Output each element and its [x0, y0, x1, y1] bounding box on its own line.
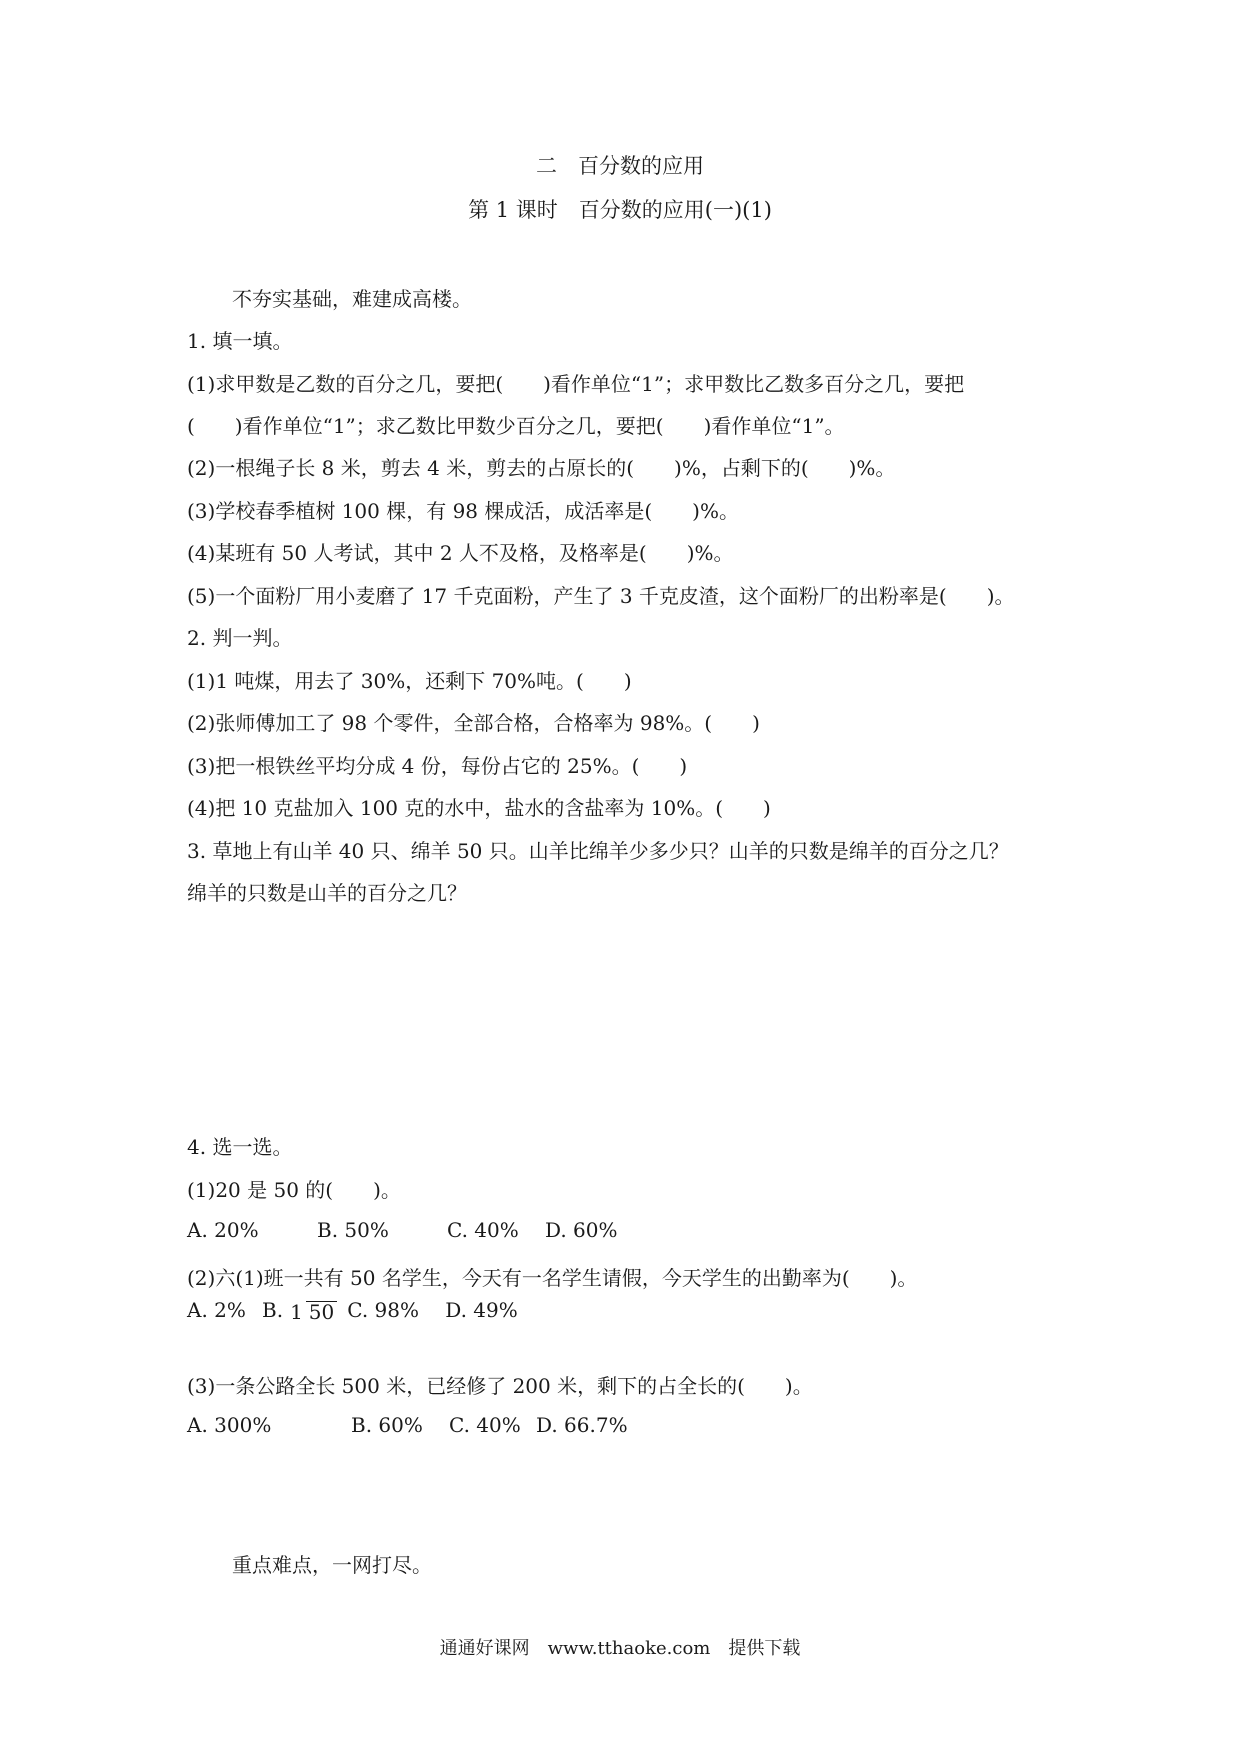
option-c: C. 40%	[447, 1218, 519, 1242]
q1-item2: (2)一根绳子长 8 米，剪去 4 米，剪去的占原长的( )%，占剩下的( )%。	[187, 456, 896, 480]
q4-item2-stem: (2)六(1)班一共有 50 名学生，今天有一名学生请假，今天学生的出勤率为( )。	[187, 1266, 918, 1290]
q4-item3-options	[187, 1413, 628, 1437]
option-a: A. 2%	[187, 1298, 246, 1322]
option-d: D. 60%	[545, 1218, 618, 1242]
q2-item4: (4)把 10 克盐加入 100 克的水中，盐水的含盐率为 10%。( )	[187, 796, 771, 820]
q1-item3: (3)学校春季植树 100 棵，有 98 棵成活，成活率是( )%。	[187, 499, 739, 523]
q1-item4: (4)某班有 50 人考试，其中 2 人不及格，及格率是( )%。	[187, 541, 734, 565]
fraction-denominator: 50	[306, 1301, 337, 1323]
option-d: D. 66.7%	[536, 1413, 628, 1437]
motto-key-points: 重点难点，一网打尽。	[232, 1553, 432, 1577]
q3-text: 3. 草地上有山羊 40 只、绵羊 50 只。山羊比绵羊少多少只？山羊的只数是绵羊的百分之几？	[187, 839, 1009, 863]
q4-item3-stem: (3)一条公路全长 500 米，已经修了 200 米，剩下的占全长的( )。	[187, 1374, 813, 1398]
option-b: B. 50%	[317, 1218, 389, 1242]
q2-item2: (2)张师傅加工了 98 个零件，全部合格，合格率为 98%。( )	[187, 711, 760, 735]
footer-credit: 通通好课网 www.tthaoke.com 提供下载	[439, 1638, 801, 1659]
q4-item1-stem: (1)20 是 50 的( )。	[187, 1178, 401, 1202]
option-d: D. 49%	[445, 1298, 518, 1322]
option-b-label: B.	[262, 1298, 284, 1322]
q2-title: 2. 判一判。	[187, 626, 293, 650]
q1-title: 1. 填一填。	[187, 329, 293, 353]
option-c: C. 40%	[449, 1413, 521, 1437]
lesson-title: 第 1 课时 百分数的应用(一)(1)	[468, 198, 772, 222]
q1-item1-cont: ( )看作单位“1”；求乙数比甲数少百分之几，要把( )看作单位“1”。	[187, 414, 845, 438]
option-c: C. 98%	[347, 1298, 420, 1322]
motto-foundation: 不夯实基础，难建成高楼。	[232, 287, 472, 311]
option-b: B. 60%	[351, 1413, 423, 1437]
q4-title: 4. 选一选。	[187, 1135, 293, 1159]
q1-item1: (1)求甲数是乙数的百分之几，要把( )看作单位“1”；求甲数比乙数多百分之几，要把	[187, 372, 965, 396]
q2-item3: (3)把一根铁丝平均分成 4 份，每份占它的 25%。( )	[187, 754, 688, 778]
q4-item2-options	[187, 1298, 518, 1323]
chapter-title: 二 百分数的应用	[536, 154, 704, 178]
q3-text-cont: 绵羊的只数是山羊的百分之几？	[187, 881, 467, 905]
option-a: A. 300%	[187, 1413, 272, 1437]
option-a: A. 20%	[187, 1218, 259, 1242]
q2-item1: (1)1 吨煤，用去了 30%，还剩下 70%吨。( )	[187, 669, 632, 693]
fraction-one-fiftieth	[287, 1301, 337, 1323]
fraction-numerator: 1	[290, 1299, 303, 1324]
q1-item5: (5)一个面粉厂用小麦磨了 17 千克面粉，产生了 3 千克皮渣，这个面粉厂的出粉率是( )。	[187, 584, 1015, 608]
q4-item1-options	[187, 1218, 618, 1242]
